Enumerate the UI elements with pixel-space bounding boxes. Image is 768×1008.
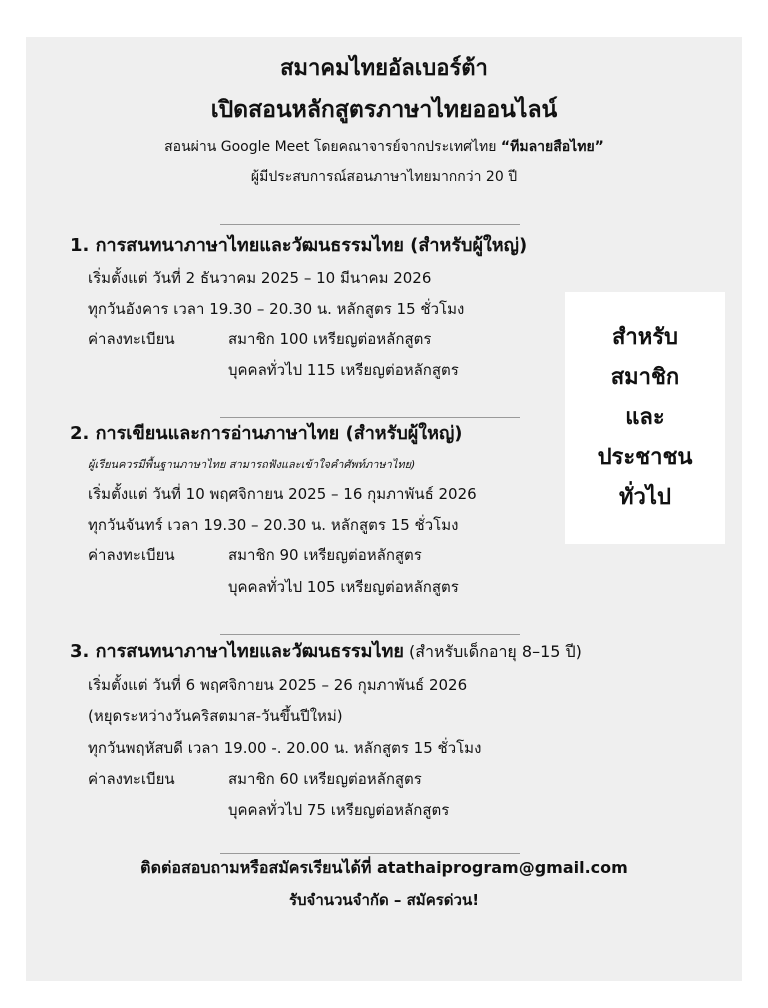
subtitle-line-1 (26, 136, 742, 158)
audience-line: ทั่วไป (619, 485, 671, 510)
audience-line: และ (625, 405, 665, 430)
course-3-title-suffix: (สำหรับเด็กอายุ 8–15 ปี) (403, 642, 582, 661)
course-1-fee-row (88, 327, 432, 351)
course-3-dates: เริ่มตั้งแต่ วันที่ 6 พฤศจิกายน 2025 – 26 กุมภาพันธ์ 2026 (88, 676, 468, 694)
course-3-fee-row (88, 767, 422, 791)
audience-line: สำหรับ (611, 325, 679, 350)
fee-member: สมาชิก 60 เหรียญต่อหลักสูตร (228, 770, 422, 788)
fee-label: ค่าลงทะเบียน (88, 770, 175, 788)
course-2-schedule: ทุกวันจันทร์ เวลา 19.30 – 20.30 น. หลักสูตร 15 ชั่วโมง (88, 516, 459, 534)
course-1-schedule: ทุกวันอังคาร เวลา 19.30 – 20.30 น. หลักสูตร 15 ชั่วโมง (88, 300, 465, 318)
course-1-title: 1. การสนทนาภาษาไทยและวัฒนธรรมไทย (สำหรับผู้ใหญ่) (70, 235, 528, 256)
fee-general: บุคคลทั่วไป 115 เหรียญต่อหลักสูตร (228, 361, 459, 379)
course-2-title: 2. การเขียนและการอ่านภาษาไทย (สำหรับผู้ใหญ่) (70, 423, 463, 444)
course-2-fee-row (88, 543, 422, 567)
divider (220, 224, 520, 225)
course-1-dates: เริ่มตั้งแต่ วันที่ 2 ธันวาคม 2025 – 10 มีนาคม 2026 (88, 269, 432, 287)
fee-member: สมาชิก 90 เหรียญต่อหลักสูตร (228, 546, 422, 564)
course-2-dates: เริ่มตั้งแต่ วันที่ 10 พฤศจิกายน 2025 – 16 กุมภาพันธ์ 2026 (88, 485, 477, 503)
divider (220, 634, 520, 635)
contact-line: ติดต่อสอบถามหรือสมัครเรียนได้ที่ atathaiprogram@gmail.com (140, 858, 628, 877)
fee-label: ค่าลงทะเบียน (88, 546, 175, 564)
fee-member: สมาชิก 100 เหรียญต่อหลักสูตร (228, 330, 432, 348)
audience-box (565, 292, 725, 544)
fee-general: บุคคลทั่วไป 105 เหรียญต่อหลักสูตร (228, 578, 459, 596)
course-3-break-note: (หยุดระหว่างวันคริสตมาส-วันขึ้นปีใหม่) (88, 707, 343, 725)
course-2-note: ผู้เรียนควรมีพื้นฐานภาษาไทย สามารถฟังและเข้าใจคำศัพท์ภาษาไทย) (88, 458, 416, 471)
audience-line: สมาชิก (610, 365, 680, 390)
association-title: สมาคมไทยอัลเบอร์ต้า (280, 56, 488, 81)
contact-urgency: รับจำนวนจำกัด – สมัครด่วน! (288, 891, 480, 909)
team-name: “ทีมลายสือไทย” (500, 139, 604, 155)
audience-line: ประชาชน (597, 445, 693, 470)
subtitle-line-2: ผู้มีประสบการณ์สอนภาษาไทยมากกว่า 20 ปี (250, 169, 518, 185)
headline: เปิดสอนหลักสูตรภาษาไทยออนไลน์ (210, 97, 558, 123)
divider (220, 853, 520, 854)
course-3-title-text: 3. การสนทนาภาษาไทยและวัฒนธรรมไทย (70, 641, 404, 662)
fee-label: ค่าลงทะเบียน (88, 330, 175, 348)
fee-general: บุคคลทั่วไป 75 เหรียญต่อหลักสูตร (228, 801, 450, 819)
course-3-schedule: ทุกวันพฤหัสบดี เวลา 19.00 -. 20.00 น. หลักสูตร 15 ชั่วโมง (88, 739, 482, 757)
subtitle-text: สอนผ่าน Google Meet โดยคณาจารย์จากประเทศไทย (164, 139, 501, 155)
course-3-title (70, 636, 582, 665)
